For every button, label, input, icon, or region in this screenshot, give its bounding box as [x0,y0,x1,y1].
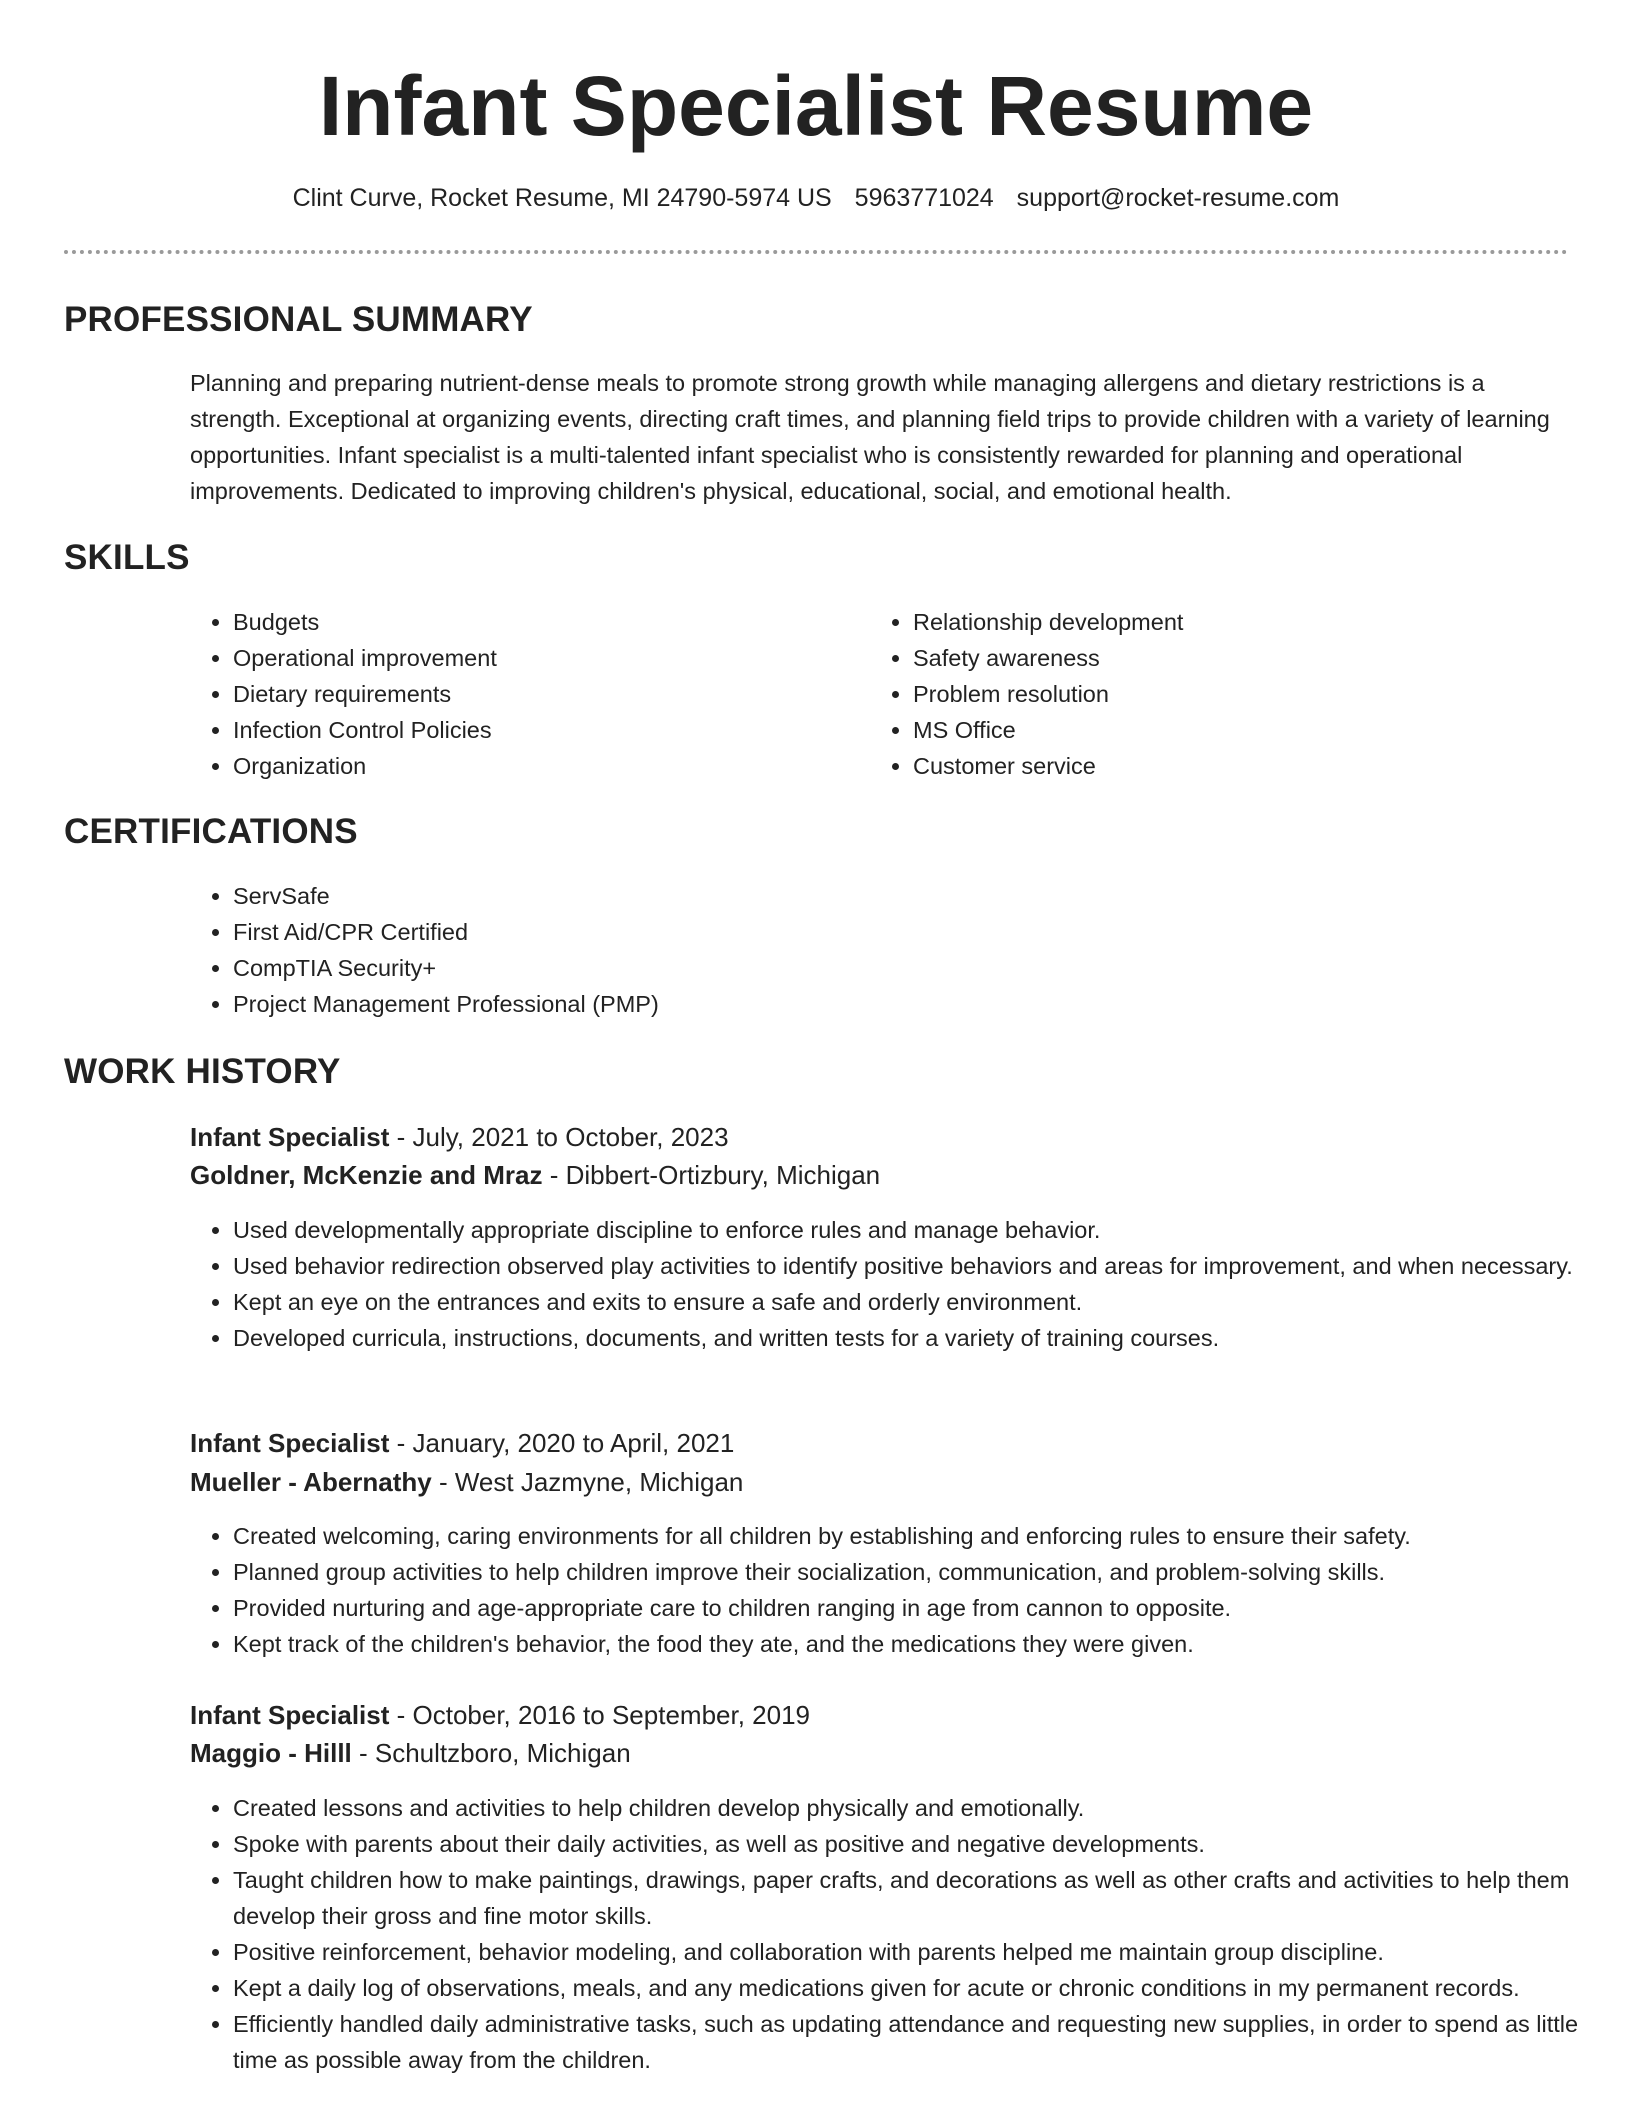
job-bullet: • Kept a daily log of observations, meals, and any medications given for acute or chronic conditions in my permanent records. [233,1970,1613,2006]
job-bullet: • Provided nurturing and age-appropriate care to children ranging in age from cannon to opposite. [233,1590,1613,1626]
skill-item: • Dietary requirements [233,676,833,712]
skill-item: • Budgets [233,604,833,640]
job-title-line [190,1118,729,1156]
resume-title: Infant Specialist Resume [318,59,1314,153]
skill-item: • Safety awareness [913,640,1513,676]
job-bullets [190,1518,1613,1662]
job-title: Infant Specialist [190,1122,390,1152]
job-bullet: • Developed curricula, instructions, documents, and written tests for a variety of training courses. [233,1320,1613,1356]
contact-address: Clint Curve, Rocket Resume, MI 24790-5974 US [292,184,832,212]
certifications-list [190,878,1613,1022]
job-bullets [190,1212,1613,1356]
certification-item: • First Aid/CPR Certified [233,914,1613,950]
job-bullet: • Spoke with parents about their daily activities, as well as positive and negative developments. [233,1826,1613,1862]
contact-phone: 5963771024 [854,184,994,212]
summary-text: Planning and preparing nutrient-dense meals to promote strong growth while managing allergens and dietary restrictions is a strength. Exceptional at organizing events, directing craft times, and planning field trips to provide children with a variety of learning opportunities. Infant specialist is a multi-talented infant specialist who is consistently rewarded for planning and operational improvements. Dedicated to improving children's physical, educational, social, and emotional health. [190,370,1550,504]
job-company: Maggio - Hilll [190,1738,352,1768]
job-bullet: • Positive reinforcement, behavior modeling, and collaboration with parents helped me maintain group discipline. [233,1934,1613,1970]
job-bullet: • Used developmentally appropriate discipline to enforce rules and manage behavior. [233,1212,1613,1248]
contact-email: support@rocket-resume.com [1016,184,1340,212]
skill-item: • Operational improvement [233,640,833,676]
skill-item: • Organization [233,748,833,784]
job-title: Infant Specialist [190,1700,390,1730]
job-company-line [190,1734,631,1772]
summary-heading: PROFESSIONAL SUMMARY [64,300,533,339]
job-bullet: • Created welcoming, caring environments for all children by establishing and enforcing rules to ensure their safety. [233,1518,1613,1554]
certification-item: • Project Management Professional (PMP) [233,986,1613,1022]
job-company: Mueller - Abernathy [190,1467,432,1497]
header-divider [64,250,1568,254]
job-dates: - January, 2020 to April, 2021 [389,1428,735,1458]
skill-item: • Customer service [913,748,1513,784]
certifications-heading: CERTIFICATIONS [64,812,358,851]
job-location: - West Jazmyne, Michigan [431,1467,744,1497]
skill-item: • Infection Control Policies [233,712,833,748]
skill-item: • MS Office [913,712,1513,748]
job-company-line [190,1463,743,1501]
work-history-heading: WORK HISTORY [64,1052,341,1091]
job-bullet: • Used behavior redirection observed play activities to identify positive behaviors and areas for improvement, and when necessary. [233,1248,1613,1284]
job-bullet: • Taught children how to make paintings, drawings, paper crafts, and decorations as well as other crafts and activities to help them develop their gross and fine motor skills. [233,1862,1613,1934]
skills-heading: SKILLS [64,538,190,577]
job-bullet: • Efficiently handled daily administrative tasks, such as updating attendance and requesting new supplies, in order to spend as little time as possible away from the children. [233,2006,1613,2078]
job-company: Goldner, McKenzie and Mraz [190,1160,543,1190]
job-title-line [190,1696,810,1734]
job-bullet: • Planned group activities to help children improve their socialization, communication, and problem-solving skills. [233,1554,1613,1590]
certification-item: • ServSafe [233,878,1613,914]
job-bullets [190,1790,1613,2078]
job-title: Infant Specialist [190,1428,390,1458]
job-bullet: • Created lessons and activities to help children develop physically and emotionally. [233,1790,1613,1826]
job-location: - Schultzboro, Michigan [351,1738,631,1768]
job-dates: - July, 2021 to October, 2023 [389,1122,729,1152]
job-dates: - October, 2016 to September, 2019 [389,1700,810,1730]
contact-info [0,180,1632,216]
job-bullet: • Kept an eye on the entrances and exits to ensure a safe and orderly environment. [233,1284,1613,1320]
job-title-line [190,1424,734,1462]
job-location: - Dibbert-Ortizbury, Michigan [542,1160,881,1190]
skills-list-left [190,604,833,784]
certification-item: • CompTIA Security+ [233,950,1613,986]
job-bullet: • Kept track of the children's behavior, the food they ate, and the medications they were given. [233,1626,1613,1662]
skills-list-right [870,604,1513,784]
skill-item: • Relationship development [913,604,1513,640]
job-company-line [190,1156,880,1194]
skill-item: • Problem resolution [913,676,1513,712]
